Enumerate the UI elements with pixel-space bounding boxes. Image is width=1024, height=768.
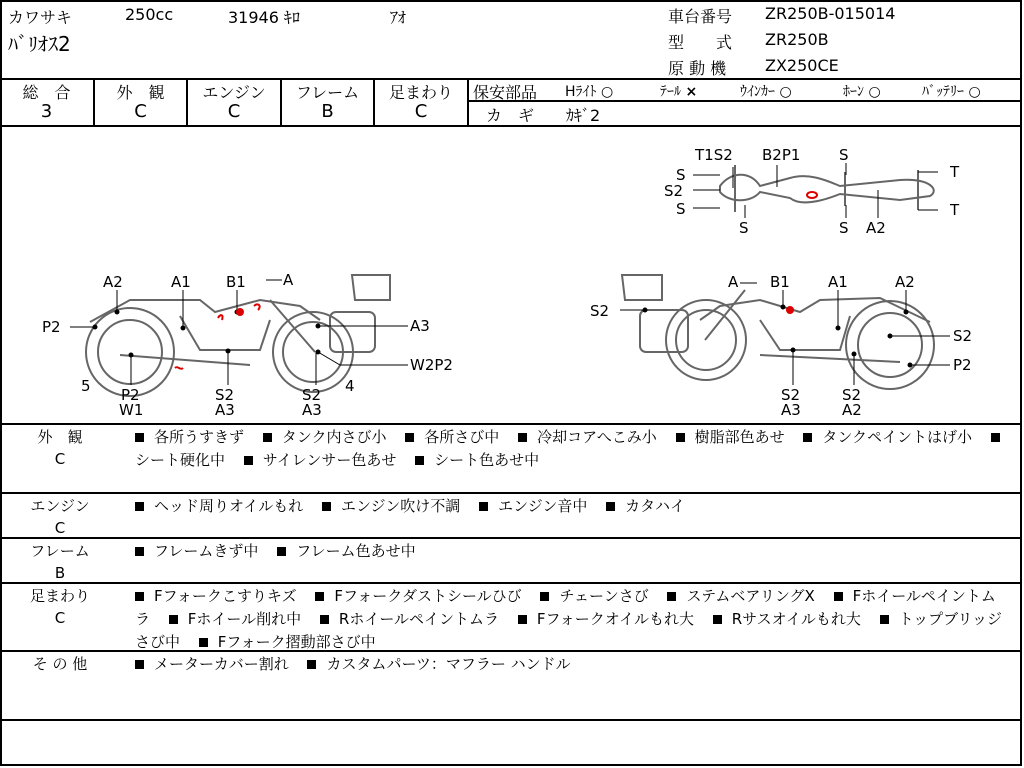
diagram-label: A2 xyxy=(866,219,886,237)
diagram-label: A3 xyxy=(302,401,322,419)
remark-item: タンクペイントはげ小 xyxy=(803,428,972,446)
diagram-label: S xyxy=(839,146,849,164)
remark-item: サイレンサー色あせ xyxy=(244,451,397,469)
divider xyxy=(0,537,1022,539)
remark-category-other: そ の 他 xyxy=(32,655,88,673)
suspension-grade: C xyxy=(414,101,428,122)
diagram-label: S2 xyxy=(590,302,610,320)
model-name: ﾊﾞﾘｵｽ2 xyxy=(8,32,71,56)
diagram-label: A xyxy=(283,271,294,289)
diagram-label: 5 xyxy=(81,377,91,395)
diagram-label: A1 xyxy=(171,273,191,291)
diagram-label: 4 xyxy=(345,377,355,395)
remark-item: フレーム色あせ中 xyxy=(277,542,415,560)
divider xyxy=(467,78,469,126)
remark-category-frame: フレーム B xyxy=(30,542,90,582)
divider xyxy=(0,423,1022,425)
diagram-label: P2 xyxy=(953,356,972,374)
diagram-label: S xyxy=(739,219,749,237)
mileage: 31946 ｷﾛ xyxy=(228,8,300,27)
overall-label: 総 合 xyxy=(22,83,71,102)
remark-item: Rホイールペイントムラ xyxy=(320,610,499,628)
overall-grade: 3 xyxy=(40,101,53,122)
diagram-label: S xyxy=(839,219,849,237)
remark-suspension xyxy=(135,585,1010,654)
remark-item: Rサスオイルもれ大 xyxy=(713,610,861,628)
diagram-label: W1 xyxy=(119,401,144,419)
remark-item: Fフォーク摺動部さび中 xyxy=(199,633,376,651)
diagram-label: T xyxy=(950,201,960,219)
color: ｱｵ xyxy=(390,8,407,27)
engine-model-label: 原 動 機 xyxy=(668,59,727,78)
diagram-label: S2 xyxy=(664,182,684,200)
diagram-label: S xyxy=(676,166,686,184)
type-label: 型 式 xyxy=(668,33,733,52)
remark-category-engine: エンジン C xyxy=(30,497,90,537)
safety-label: 保安部品 xyxy=(473,83,538,102)
diagram-label: A3 xyxy=(215,401,235,419)
diagram-label: P2 xyxy=(42,318,61,336)
diagram-label: W2P2 xyxy=(410,356,453,374)
exterior-grade: C xyxy=(134,101,147,122)
diagram-label: S2 xyxy=(302,386,322,404)
frame-no-label: 車台番号 xyxy=(668,7,733,26)
type-value: ZR250B xyxy=(765,30,829,49)
displacement: 250cc xyxy=(125,5,174,24)
diagram-label: S2 xyxy=(953,327,973,345)
diagram-label: B1 xyxy=(770,273,790,291)
remark-item: 冷却コアへこみ小 xyxy=(518,428,657,446)
remark-frame xyxy=(135,540,1010,563)
remark-item: 各所さび中 xyxy=(405,428,499,446)
divider xyxy=(0,719,1022,721)
safety-winker: ｳｲﾝｶｰ ○ xyxy=(740,84,792,100)
remark-category-suspension: 足まわり C xyxy=(29,587,90,627)
diagram-label: S2 xyxy=(842,386,862,404)
diagram-label: B1 xyxy=(226,273,246,291)
remark-item: Fフォークオイルもれ大 xyxy=(518,610,694,628)
exterior-label: 外 観 xyxy=(116,83,165,102)
remark-item: シート硬化中 xyxy=(135,428,1010,469)
diagram-label: T xyxy=(950,163,960,181)
diagram-label: A3 xyxy=(410,317,430,335)
diagram-label: A2 xyxy=(842,401,862,419)
remark-item: エンジン吹け不調 xyxy=(322,497,460,515)
engine-grade: C xyxy=(227,101,241,122)
engine-model: ZX250CE xyxy=(765,56,839,75)
remark-item: 各所うすきず xyxy=(135,428,244,446)
remark-item: カスタムパーツ：マフラー ハンドル xyxy=(307,655,570,673)
remark-item: チェーンさび xyxy=(540,587,648,605)
remark-engine xyxy=(135,495,1010,518)
diagram-label: S2 xyxy=(215,386,235,404)
remark-item: Fフォークダストシールひび xyxy=(315,587,521,605)
diagram-label: A2 xyxy=(103,273,123,291)
remark-item: シート色あせ中 xyxy=(415,451,539,469)
remark-item: カタハイ xyxy=(606,497,685,515)
suspension-label: 足まわり xyxy=(388,83,453,102)
diagram-label: P2 xyxy=(121,386,140,404)
diagram-label: S xyxy=(676,200,686,218)
maker: カワサキ xyxy=(8,8,73,27)
remark-item: フレームきず中 xyxy=(135,542,258,560)
key-label: カ ギ xyxy=(486,106,535,125)
diagram-label: A3 xyxy=(781,401,801,419)
remark-item: メーターカバー割れ xyxy=(135,655,289,673)
remark-item: Fホイール削れ中 xyxy=(169,610,301,628)
remark-item: エンジン音中 xyxy=(479,497,587,515)
remark-category-exterior: 外 観 C xyxy=(37,428,83,468)
right-view-bike xyxy=(622,275,934,389)
divider xyxy=(0,492,1022,494)
safety-horn: ﾎｰﾝ ○ xyxy=(843,84,881,100)
key-value: ｶｷﾞ2 xyxy=(566,106,601,125)
top-view-bike xyxy=(720,165,934,212)
frame-label: フレーム xyxy=(295,83,360,102)
diagram-label: S2 xyxy=(781,386,801,404)
remark-item: 樹脂部色あせ xyxy=(676,428,785,446)
remark-item: Fホイールペイントムラ xyxy=(135,587,996,628)
diagram-label: A1 xyxy=(828,273,848,291)
diagram-label: B2P1 xyxy=(762,146,801,164)
frame-no: ZR250B-015014 xyxy=(765,4,896,23)
remark-exterior xyxy=(135,426,1010,472)
remark-item: ヘッド周りオイルもれ xyxy=(135,497,303,515)
bike-damage-diagram xyxy=(0,127,1022,423)
diagram-label: A xyxy=(728,273,739,291)
remark-item: Fフォークこすりキズ xyxy=(135,587,297,605)
remark-item: ステムベアリングX xyxy=(667,587,814,605)
safety-headlight: Hﾗｲﾄ ○ xyxy=(565,84,614,100)
remark-other xyxy=(135,653,1010,676)
frame-grade: B xyxy=(321,101,334,122)
divider xyxy=(0,582,1022,584)
remark-item: トップブリッジさび中 xyxy=(135,610,1002,651)
engine-label: エンジン xyxy=(202,83,266,102)
diagram-label: T1S2 xyxy=(695,146,733,164)
diagram-label: A2 xyxy=(895,273,915,291)
safety-tail: ﾃｰﾙ × xyxy=(660,84,698,100)
safety-battery: ﾊﾞｯﾃﾘｰ ○ xyxy=(922,84,981,100)
remark-item: タンク内さび小 xyxy=(263,428,387,446)
